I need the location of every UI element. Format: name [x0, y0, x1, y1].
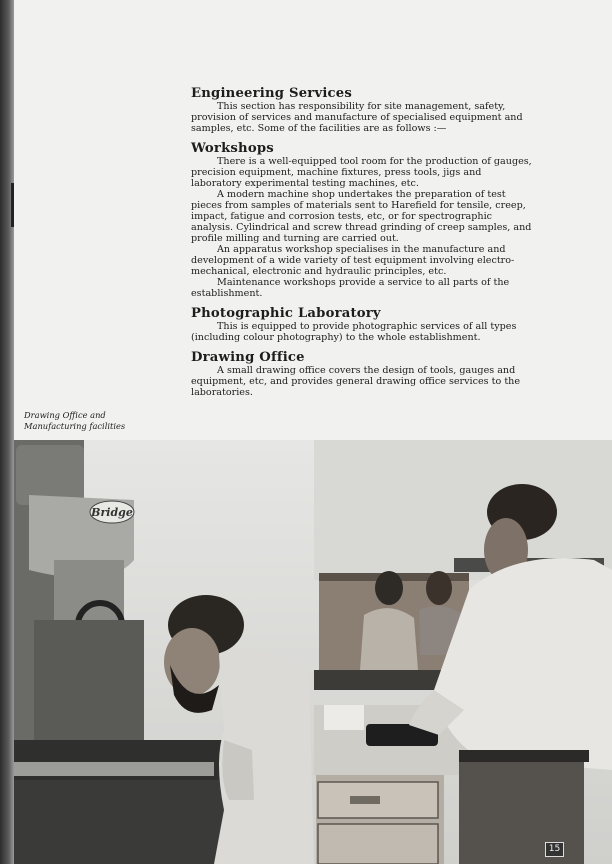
machine-brand-label: Bridge [91, 506, 133, 519]
woman-body-left [360, 608, 418, 670]
caption-line: Manufacturing facilities [24, 421, 126, 431]
woman-head-right [426, 571, 452, 605]
workshop-photo [14, 440, 612, 864]
caption-line: Drawing Office and [24, 410, 106, 420]
section-paragraph: A modern machine shop undertakes the preparation of test pieces from samples of materials sent to Harefield for tensile, creep, impact, fatigue and corrosion tests, etc, or for spectrographic analysis. Cylindrical and screw thread grinding of creep samples, and profile milling and turning are carried out. [191, 189, 532, 244]
section-engineering-services [191, 86, 535, 134]
standing-man-trousers [459, 760, 584, 864]
woman-head-left [375, 571, 403, 605]
section-paragraph: This section has responsibility for site management, safety, provision of services and manufacture of specialised equipment and samples, etc. Some of the facilities are as follows :— [191, 101, 523, 134]
drawer-handle [350, 796, 380, 804]
section-drawing-office [191, 350, 535, 398]
section-heading: Workshops [191, 141, 274, 156]
section-heading: Photographic Laboratory [191, 306, 381, 321]
desk-papers [324, 705, 364, 730]
page-number: 15 [545, 842, 564, 857]
binding-mark [11, 183, 14, 227]
drawer-lower [318, 824, 438, 864]
machine-body [34, 620, 144, 740]
section-heading: Engineering Services [191, 86, 352, 101]
page-binding-edge [0, 0, 14, 864]
photo-caption [24, 410, 154, 432]
section-paragraph: This is equipped to provide photographic services of all types (including colour photography) to the whole establishment. [191, 321, 517, 343]
machinist-face [164, 628, 220, 696]
section-photographic-laboratory [191, 306, 535, 343]
section-paragraph: Maintenance workshops provide a service to all parts of the establishment. [191, 277, 510, 299]
section-paragraph: A small drawing office covers the design of tools, gauges and equipment, etc, and provides general drawing office services to the laboratories. [191, 365, 521, 398]
section-paragraph: An apparatus workshop specialises in the manufacture and development of a wide variety of test equipment involving electro-mechanical, electronic and hydraulic principles, etc. [191, 244, 515, 277]
section-paragraph: There is a well-equipped tool room for the production of gauges, precision equipment, machine fixtures, press tools, jigs and laboratory experimental testing machines, etc. [191, 156, 532, 189]
text-column [191, 86, 535, 405]
standing-man-belt [459, 750, 589, 762]
section-workshops [191, 141, 535, 299]
machine-table-top [14, 762, 214, 776]
section-heading: Drawing Office [191, 350, 305, 365]
